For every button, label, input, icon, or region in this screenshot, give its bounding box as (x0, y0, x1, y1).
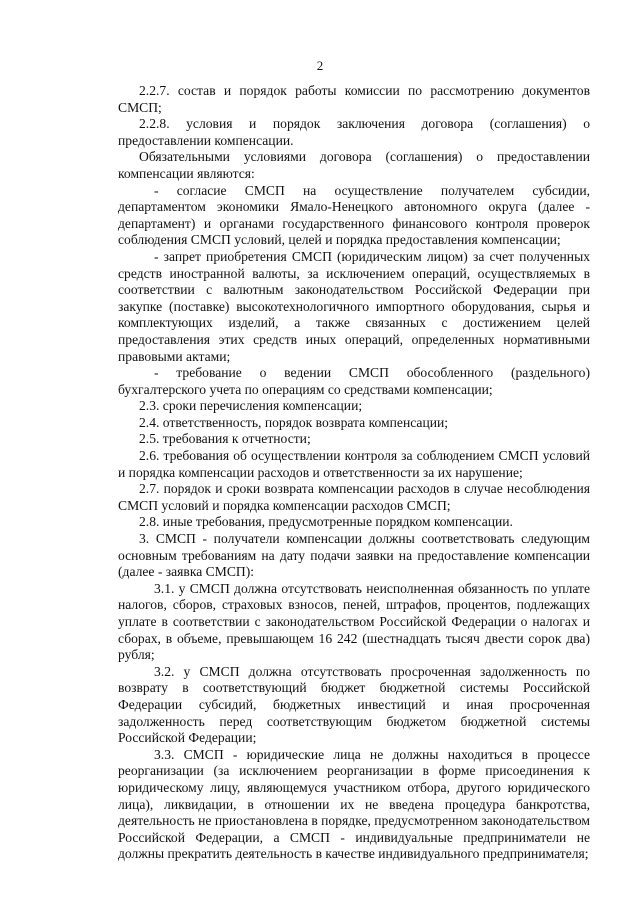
clause-2-3: 2.3. сроки перечисления компенсации; (139, 398, 363, 414)
clause-2-7: 2.7. порядок и сроки возврата компенсации расходов в случае несоблюдения СМСП условий и порядка компенсации расходов СМСП; (118, 481, 590, 513)
clause-3-2: 3.2. у СМСП должна отсутствовать просроченная задолженность по возврату в соответствующий бюджет бюджетной системы Российской Федерации субсидий, бюджетных инвестиций и иная просроченная задолженность перед соответствующим бюджетом бюджетной системы Российской Федерации; (118, 663, 590, 746)
page-number: 2 (316, 58, 324, 73)
clause-2-4: 2.4. ответственность, порядок возврата компенсации; (139, 414, 449, 430)
clause-3: 3. СМСП - получатели компенсации должны соответствовать следующим основным требованиям на дату подачи заявки на предоставление компенсации (далее - заявка СМСП): (118, 531, 590, 580)
condition-consent-to-checks: - согласие СМСП на осуществление получателем субсидии, департаментом экономики Ямало-Ненецкого автономного округа (далее - департамент) и органами государственного финансового контроля проверок соблюдения СМСП условий, целей и порядка предоставления компенсации; (118, 182, 590, 248)
document-body (118, 83, 590, 863)
clause-2-2-8: 2.2.8. условия и порядок заключения договора (соглашения) о предоставлении компенсации. (118, 116, 590, 148)
clause-3-3: 3.3. СМСП - юридические лица не должны находиться в процессе реорганизации (за исключением реорганизации в форме присоединения к юридическому лицу, являющемуся участником отбора, другого юридического лица), ликвидации, в отношении их не введена процедура банкротства, деятельность не приостановлена в порядке, предусмотренном законодательством Российской Федерации, а СМСП - индивидуальные предприниматели не должны прекратить деятельность в качестве индивидуального предпринимателя; (118, 746, 590, 862)
mandatory-conditions-intro: Обязательными условиями договора (соглашения) о предоставлении компенсации являются: (118, 149, 590, 181)
clause-2-6: 2.6. требования об осуществлении контроля за соблюдением СМСП условий и порядка компенсации расходов и ответственности за их нарушение; (118, 448, 590, 480)
condition-separate-accounting: - требование о ведении СМСП обособленного (раздельного) бухгалтерского учета по операциям со средствами компенсации; (118, 365, 590, 397)
condition-currency-ban: - запрет приобретения СМСП (юридическим лицом) за счет полученных средств иностранной валюты, за исключением операций, осуществляемых в соответствии с валютным законодательством Российской Федерации при закупке (поставке) высокотехнологичного импортного оборудования, сырья и комплектующих изделий, а также связанных с достижением целей предоставления этих средств иных операций, определенных нормативными правовыми актами; (118, 248, 590, 364)
clause-3-1: 3.1. у СМСП должна отсутствовать неисполненная обязанность по уплате налогов, сборов, страховых взносов, пеней, штрафов, процентов, подлежащих уплате в соответствии с законодательством Российской Федерации о налогах и сборах, в объеме, превышающем 16 242 (шестнадцать тысяч двести сорок два) рубля; (118, 580, 590, 663)
clause-2-8: 2.8. иные требования, предусмотренные порядком компенсации. (139, 514, 513, 530)
clause-2-5: 2.5. требования к отчетности; (139, 431, 311, 447)
clause-2-2-7: 2.2.7. состав и порядок работы комиссии по рассмотрению документов СМСП; (118, 83, 590, 115)
